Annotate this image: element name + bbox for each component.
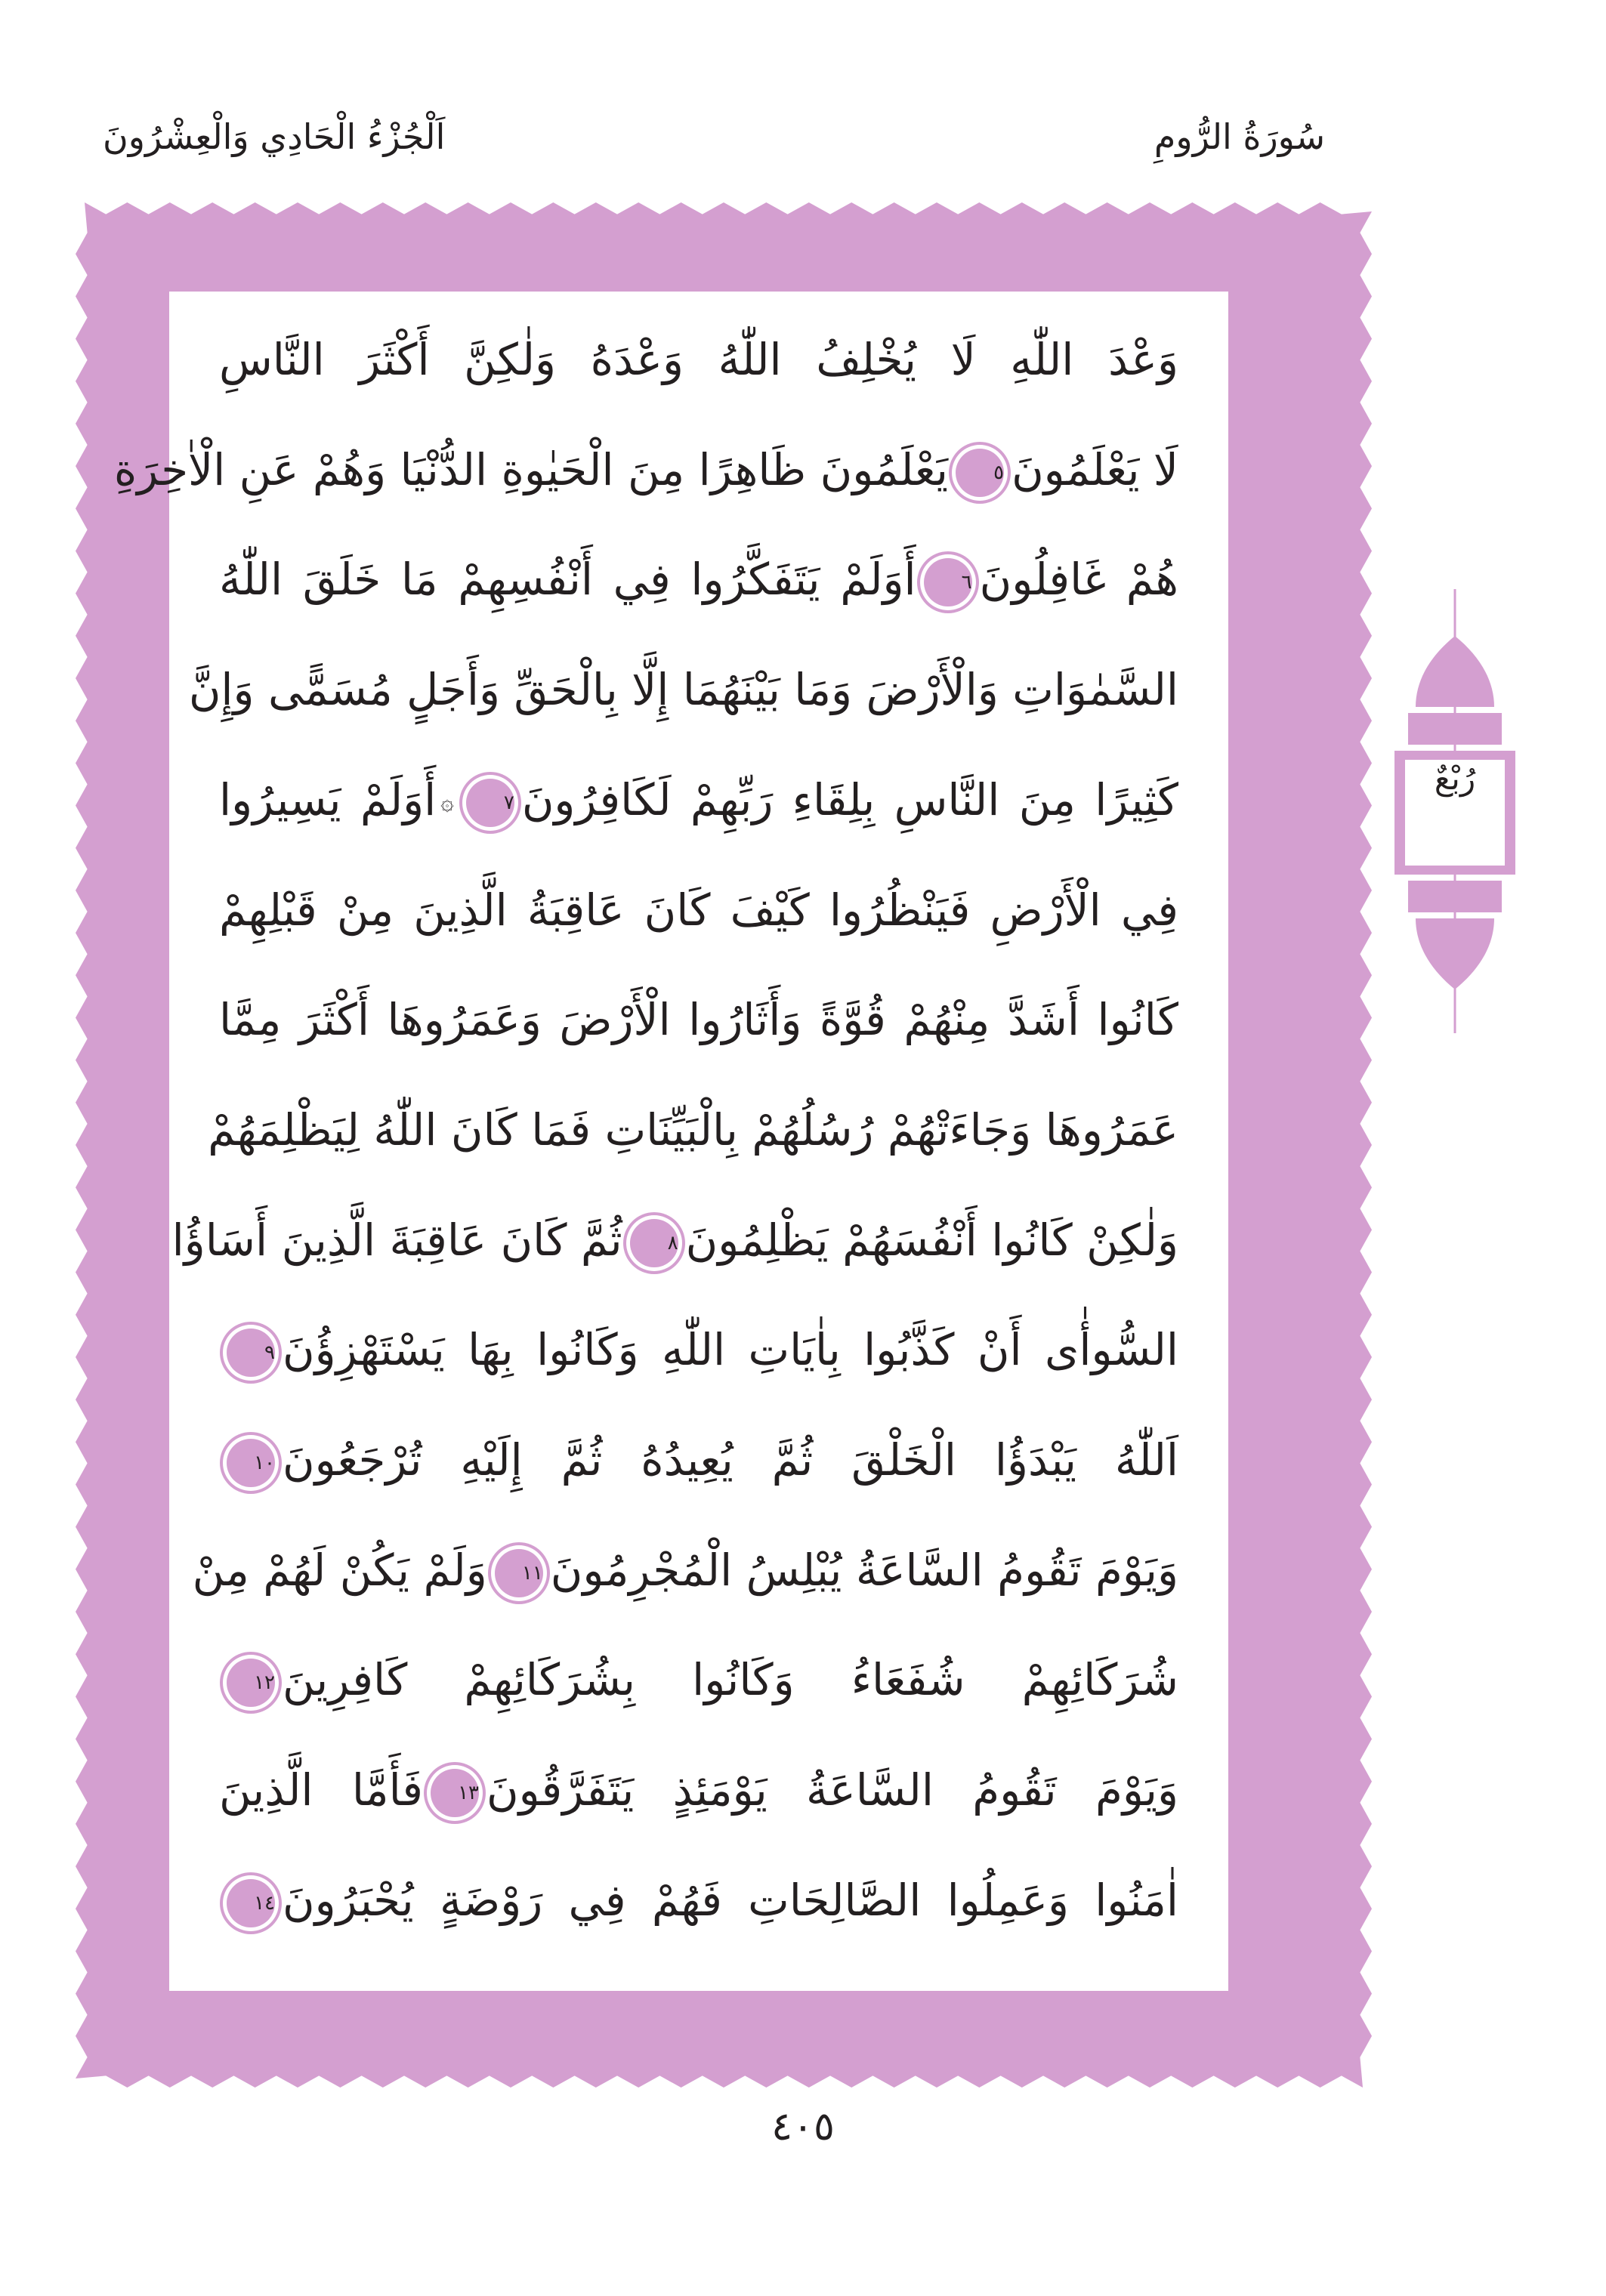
ayah-number-marker: ١٠	[227, 1439, 275, 1487]
verse-text: وَلٰكِنْ كَانُوا أَنْفُسَهُمْ يَظْلِمُونَ	[685, 1214, 1178, 1266]
ayah-number-marker: ٦	[924, 558, 972, 606]
verse-text: يَعْلَمُونَ ظَاهِرًا مِنَ الْحَيٰوةِ الدُّنْيَا وَهُمْ عَنِ الْاٰخِرَةِ	[113, 443, 949, 495]
verse-text: لَا يَعْلَمُونَ	[1011, 443, 1178, 495]
text-panel	[113, 292, 1228, 1991]
verse-line	[171, 1202, 1178, 1278]
verse-text: وَيَوْمَ تَقُومُ السَّاعَةُ يُبْلِسُ الْمُجْرِمُونَ	[550, 1544, 1178, 1596]
hizb-star-icon: ۞	[440, 788, 454, 816]
verse-line	[219, 1752, 1178, 1828]
juz-name: اَلْجُزْءُ الْحَادِي وَالْعِشْرُونَ	[103, 116, 446, 157]
verse-text: أَوَلَمْ يَتَفَكَّرُوا فِي أَنْفُسِهِمْ مَا خَلَقَ اللّٰهُ	[219, 554, 916, 606]
verse-line	[188, 652, 1178, 727]
ayah-number-marker: ١١	[495, 1549, 543, 1597]
verse-line	[192, 1532, 1178, 1608]
verse-text: السَّمٰوَاتِ وَالْأَرْضَ وَمَا بَيْنَهُمَا إِلَّا بِالْحَقِّ وَأَجَلٍ مُسَمًّى وَإِنَّ	[188, 664, 1178, 716]
verse-text: أَوَلَمْ يَسِيرُوا	[219, 773, 437, 826]
verse-text: اَللّٰهُ يَبْدَؤُا الْخَلْقَ ثُمَّ يُعِيدُهُ ثُمَّ إِلَيْهِ تُرْجَعُونَ	[283, 1434, 1178, 1486]
ayah-number-marker: ٥	[956, 449, 1004, 497]
verse-text: ثُمَّ كَانَ عَاقِبَةَ الَّذِينَ أَسَاؤُا	[171, 1214, 622, 1266]
verse-text: عَمَرُوهَا وَجَاءَتْهُمْ رُسُلُهُمْ بِالْبَيِّنَاتِ فَمَا كَانَ اللّٰهُ لِيَظْلِمَهُمْ	[208, 1103, 1178, 1156]
verse-line	[219, 982, 1178, 1057]
verse-line	[113, 432, 1178, 508]
verse-text: وَيَوْمَ تَقُومُ السَّاعَةُ يَوْمَئِذٍ يَتَفَرَّقُونَ	[486, 1764, 1178, 1816]
ayah-number-marker: ١٣	[431, 1769, 479, 1817]
page-number: ٤٠٥	[771, 2104, 835, 2149]
verse-line	[219, 1642, 1178, 1717]
rub-label: رُبْعٌ	[1434, 760, 1476, 797]
verse-text: كَانُوا أَشَدَّ مِنْهُمْ قُوَّةً وَأَثَارُوا الْأَرْضَ وَعَمَرُوهَا أَكْثَرَ مِمَّا	[219, 994, 1178, 1046]
rub-ornament	[1394, 589, 1515, 1033]
verse-text: فَأَمَّا الَّذِينَ	[219, 1764, 423, 1816]
surah-name: سُورَةُ الرُّومِ	[1154, 116, 1325, 157]
ayah-number-marker: ٧	[466, 779, 514, 827]
verse-text: وَلَمْ يَكُنْ لَهُمْ مِنْ	[192, 1544, 487, 1596]
ayah-number-marker: ١٤	[227, 1879, 275, 1927]
verse-text: السُّوأٰى أَنْ كَذَّبُوا بِاٰيَاتِ اللّٰهِ وَكَانُوا بِهَا يَسْتَهْزِؤُنَ	[283, 1324, 1178, 1376]
verse-text: وَعْدَ اللّٰهِ لَا يُخْلِفُ اللّٰهُ وَعْدَهُ وَلٰكِنَّ أَكْثَرَ النَّاسِ	[219, 334, 1178, 385]
verse-text: كَثِيرًا مِنَ النَّاسِ بِلِقَاءِ رَبِّهِمْ لَكَافِرُونَ	[521, 773, 1179, 826]
verse-line	[219, 1312, 1178, 1387]
verse-text: اٰمَنُوا وَعَمِلُوا الصَّالِحَاتِ فَهُمْ فِي رَوْضَةٍ يُحْبَرُونَ	[283, 1874, 1178, 1926]
verse-line	[219, 1422, 1178, 1498]
ayah-number-marker: ١٢	[227, 1659, 275, 1707]
verse-line	[219, 1862, 1178, 1938]
verse-text: شُرَكَائِهِمْ شُفَعَاءُ وَكَانُوا بِشُرَكَائِهِمْ كَافِرِينَ	[283, 1654, 1178, 1706]
verse-line	[219, 872, 1178, 948]
verse-line	[208, 1092, 1178, 1168]
verse-line	[219, 542, 1178, 617]
ayah-number-marker: ٩	[227, 1329, 275, 1377]
verse-text: فِي الْأَرْضِ فَيَنْظُرُوا كَيْفَ كَانَ عَاقِبَةُ الَّذِينَ مِنْ قَبْلِهِمْ	[219, 884, 1178, 936]
verse-line	[219, 762, 1178, 838]
verse-text: هُمْ غَافِلُونَ	[979, 554, 1178, 606]
verse-line	[219, 322, 1178, 397]
ayah-number-marker: ٨	[630, 1219, 678, 1267]
